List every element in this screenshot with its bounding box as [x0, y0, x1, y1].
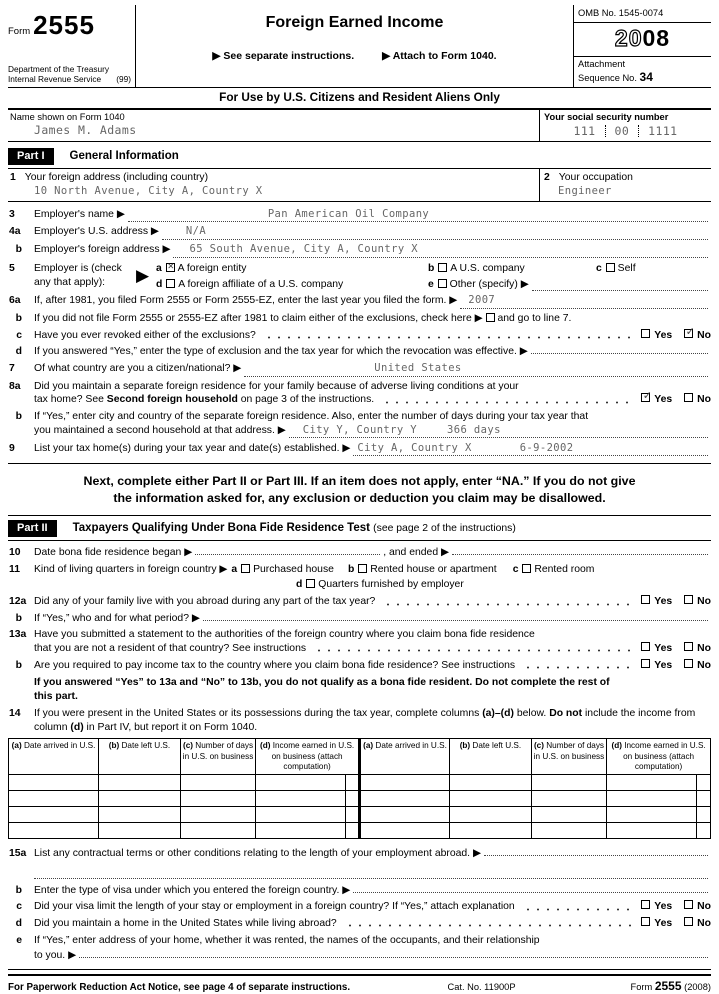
occupation-field[interactable]: 2 Your occupation Engineer: [539, 169, 711, 201]
line13-warning: If you answered “Yes” to 13a and “No” to 13b, you do not qualify as a bona fide resident. Do not complete the rest of this part.: [34, 677, 610, 702]
table-cell[interactable]: [99, 807, 181, 823]
tax-home-date: 6-9-2002: [519, 441, 574, 454]
dot-leader: [519, 663, 631, 672]
option-5a-label: A foreign entity: [177, 262, 247, 274]
line12a-yesno: Yes No: [641, 595, 711, 609]
line12b-label: If “Yes,” who and for what period? ▶: [34, 612, 200, 624]
part1-title: General Information: [69, 150, 179, 163]
line14-text: If you were present in the United States or its possessions during the tax year, complete columns (a)–(d) below. Do not include the income from column (d) in Part IV, but report it on Form 1040.: [34, 708, 696, 733]
line2-label: Your occupation: [558, 172, 633, 184]
line11-label: Kind of living quarters in foreign country ▶: [34, 563, 228, 575]
table-cell[interactable]: [256, 807, 346, 823]
line8a-text1: Did you maintain a separate foreign residence for your family because of adverse living conditions at your: [34, 380, 519, 392]
table-cell[interactable]: [9, 823, 99, 839]
table-cell[interactable]: [346, 791, 360, 807]
checkbox-6c-yes[interactable]: [641, 329, 650, 338]
checkbox-8a-yes[interactable]: ✓: [642, 389, 652, 403]
dot-leader: [341, 921, 632, 930]
table-cell[interactable]: [450, 807, 532, 823]
employers-name-field[interactable]: [128, 208, 708, 223]
line1-label: Your foreign address (including country): [24, 172, 209, 184]
line13a-text1: Have you submitted a statement to the authorities of the foreign country where you claim bona fide residence: [34, 629, 535, 641]
form-word: Form: [8, 26, 31, 37]
table-cell[interactable]: [450, 775, 532, 791]
checkbox-13a-no[interactable]: [684, 642, 693, 651]
checkbox-6b[interactable]: [486, 313, 495, 322]
form-header: [8, 5, 711, 88]
line7-label: Of what country are you a citizen/national? ▶: [34, 363, 242, 375]
line4b-label: Employer's foreign address ▶: [34, 244, 171, 256]
line8a-yesno: ✓ Yes No: [642, 389, 711, 406]
line15b-label: Enter the type of visa under which you entered the foreign country. ▶: [34, 884, 351, 896]
other-specify-field[interactable]: [532, 278, 708, 292]
table-cell[interactable]: [531, 791, 606, 807]
form-id-block: [8, 5, 136, 87]
omb-year-block: [573, 5, 711, 87]
line3-label: Employer's name ▶: [34, 208, 125, 220]
who-period-field[interactable]: [203, 620, 708, 621]
checkbox-5d-foreign-affiliate[interactable]: [166, 279, 175, 288]
part-choice-notice: Next, complete either Part II or Part III. If an item does not apply, enter “NA.” If you do not give the information asked for, any exclusion or deduction you claim may be disallowed.: [83, 474, 636, 505]
ssn-field[interactable]: [539, 110, 711, 141]
name-ssn-row: [8, 110, 711, 142]
checkbox-5a-foreign-entity[interactable]: ✕: [167, 262, 175, 273]
line10-label: Date bona fide residence began ▶: [34, 547, 193, 559]
table-row: [9, 775, 711, 791]
second-household-field[interactable]: [289, 424, 708, 439]
line8b-text1: If “Yes,” enter city and country of the separate foreign residence. Also, enter the number of days during your tax year that: [34, 411, 589, 423]
ssn-value: 111 00 1111: [573, 123, 678, 138]
checkbox-12a-yes[interactable]: [641, 595, 650, 604]
col-c-header: (c) Number of days in U.S. on business: [531, 739, 606, 775]
line1-2-row: [8, 169, 711, 202]
table-cell[interactable]: [697, 807, 711, 823]
dot-leader: [379, 600, 631, 609]
tax-year: [574, 23, 711, 57]
table-header-row: [9, 739, 711, 775]
option-11d-label: Quarters furnished by employer: [318, 579, 464, 591]
option-5c-label: Self: [617, 262, 636, 274]
table-cell[interactable]: [346, 823, 360, 839]
option-11b-label: Rented house or apartment: [370, 563, 497, 575]
table-cell[interactable]: [359, 791, 449, 807]
option-11c-label: Rented room: [534, 563, 595, 575]
divider: [8, 969, 711, 970]
table-cell[interactable]: [697, 823, 711, 839]
revocation-field[interactable]: [531, 353, 708, 354]
checkbox-5e-other[interactable]: [438, 279, 447, 288]
line15d-yesno: Yes No: [641, 917, 711, 931]
dept-treasury: Department of the Treasury: [8, 64, 109, 75]
checkbox-13b-no[interactable]: [684, 659, 693, 668]
table-row: [9, 807, 711, 823]
name-value: James M. Adams: [34, 122, 137, 137]
table-cell[interactable]: [607, 823, 697, 839]
option-5b-label: A U.S. company: [450, 262, 525, 274]
table-cell[interactable]: [697, 775, 711, 791]
last-year-filed-value: 2007: [468, 294, 496, 307]
table-cell[interactable]: [531, 807, 606, 823]
table-cell[interactable]: [607, 807, 697, 823]
employers-name-value: Pan American Oil Company: [267, 207, 430, 220]
line13a-text2: that you are not a resident of that country? See instructions: [34, 642, 307, 654]
table-cell[interactable]: [256, 775, 346, 791]
table-cell[interactable]: [346, 807, 360, 823]
checkbox-5c-self[interactable]: [606, 263, 615, 272]
dot-leader: [519, 905, 632, 914]
line4a-label: Employer's U.S. address ▶: [34, 226, 159, 238]
table-cell[interactable]: [99, 791, 181, 807]
us-presence-table: [8, 738, 711, 839]
line15c-yesno: Yes No: [641, 900, 711, 914]
employers-us-address-value: N/A: [185, 225, 207, 238]
table-cell[interactable]: [697, 791, 711, 807]
line13a-yesno: Yes No: [641, 642, 711, 656]
home-address-field[interactable]: [79, 957, 708, 958]
sequence-number: 34: [639, 70, 653, 85]
table-cell[interactable]: [180, 775, 255, 791]
line6d-label: If you answered “Yes,” enter the type of exclusion and the tax year for which the revocation was effective. ▶: [34, 346, 528, 358]
foreign-address-field[interactable]: 1 Your foreign address (including country) 10 North Avenue, City A, Country X: [8, 169, 539, 201]
part1-label: Part I: [8, 148, 54, 165]
line9-label: List your tax home(s) during your tax year and date(s) established. ▶: [34, 442, 351, 454]
dot-leader: [310, 646, 631, 655]
checkbox-15d-yes[interactable]: [641, 917, 650, 926]
citizenship-field[interactable]: [244, 362, 708, 377]
line5-label1: Employer is (check: [34, 262, 122, 274]
sequence-label: Sequence No.: [578, 73, 637, 84]
form-footer: [8, 974, 711, 994]
name-field[interactable]: [8, 110, 539, 141]
line15e-text1: If “Yes,” enter address of your home, whether it was rented, the names of the occupants, and their relationship: [34, 934, 540, 946]
residence-ended-field[interactable]: [452, 554, 708, 555]
line15e-text2: to you. ▶: [34, 950, 77, 962]
part1-lines: 3 Employer's name ▶ Pan American Oil Company 4a Employer's U.S. address ▶ N/A b Employer's foreign address ▶ 65 South Avenue, City A, Country X 5 Employer is (check any that apply): ▶ a ✕ A foreign entity b A U.S. company c Self d A foreign affiliate of a U.S. company e Other (specify) ▶ 6a If, after 1981, you filed Form 2555 or Form 2555-EZ, enter the last year you filed the form. ▶ 2007 b If you did not file Form 2555 or 2555-EZ after 1981 to claim either of the exclusions, check here ▶ and go to line 7. c Have you ever revoked either of the exclusions? Yes ✓ No d If you answered “Yes,” enter the type of exclusion and the tax year for which the revocation was effective. ▶ 7 Of what country are you a citizen/national? ▶ United States 8a Did you maintain a separate foreign residence for your family because of adverse living conditions at your tax home? See Second foreign household on page 3 of the instructions. ✓ Yes No b If “Yes,” enter city and country of the separate foreign residence. Also, enter the number of days during your tax year that you maintained a second household at that address. ▶ City Y, Country Y 366 days 9 List your tax home(s) during your tax year and date(s) established. ▶ City A, Country X 6-9-2002: [8, 202, 711, 456]
col-c-header: (c) Number of days in U.S. on business: [180, 739, 255, 775]
checkbox-15d-no[interactable]: [684, 917, 693, 926]
part2-header: [8, 516, 711, 541]
table-cell[interactable]: [9, 775, 99, 791]
employers-foreign-address-value: 65 South Avenue, City A, Country X: [189, 243, 419, 256]
table-cell[interactable]: [180, 807, 255, 823]
checkbox-13a-yes[interactable]: [641, 642, 650, 651]
checkbox-15c-no[interactable]: [684, 900, 693, 909]
checkbox-11d-employer-quarters[interactable]: [306, 579, 315, 588]
catalog-number: Cat. No. 11900P: [447, 981, 516, 992]
line13b-yesno: Yes No: [641, 659, 711, 673]
use-banner: For Use by U.S. Citizens and Resident Aliens Only: [8, 88, 711, 110]
table-row: [9, 791, 711, 807]
line12a-label: Did any of your family live with you abroad during any part of the tax year?: [34, 596, 376, 608]
checkbox-11b-rented-house[interactable]: [358, 564, 367, 573]
col-a-header: (a) Date arrived in U.S.: [9, 739, 99, 775]
year-outline: 20: [614, 25, 643, 52]
table-cell[interactable]: [9, 791, 99, 807]
line15c-label: Did your visa limit the length of your stay or employment in a foreign country? If “Yes,” attach explanation: [34, 901, 515, 913]
table-cell[interactable]: [531, 775, 606, 791]
ssn-separator: [638, 125, 639, 137]
second-household-city: City Y, Country Y: [302, 423, 418, 436]
checkbox-11a-purchased-house[interactable]: [241, 564, 250, 573]
col-b-header: (b) Date left U.S.: [450, 739, 532, 775]
attachment-word: Attachment: [578, 58, 626, 69]
contract-terms-field-2[interactable]: [34, 869, 708, 879]
table-cell[interactable]: [607, 791, 697, 807]
big-arrow-icon: ▶: [136, 266, 150, 286]
checkbox-12a-no[interactable]: [684, 595, 693, 604]
col-a-header: (a) Date arrived in U.S.: [359, 739, 449, 775]
part2-lines: 10 Date bona fide residence began ▶ , and ended ▶ 11 Kind of living quarters in foreign country ▶ a Purchased house b Rented house or apartment c Rented room d Quarters furnished by employer 12a Did any of your family live with you abroad during any part of the tax year? Yes No b If “Yes,” who and for what period? ▶ 13a Have you submitted a statement to the authorities of the foreign country where you claim bona fide residence that you are not a resident of that country? See instructions Yes No b Are you required to pay income tax to the country where you claim bona fide residence? See instructions Yes No If you answered “Yes” to 13a and “No” to 13b, you do not qualify as a bona fide resident. Do not complete the rest of this part. 14 If you were present in the United States or its possessions during the tax year, complete columns (a)–(d) below. Do not include the income from column (d) in Part IV, but report it on Form 1040.: [9, 547, 711, 733]
checkbox-8a-no[interactable]: [684, 393, 693, 402]
table-cell[interactable]: [607, 775, 697, 791]
col-d-header: (d) Income earned in U.S. on business (attach computation): [256, 739, 360, 775]
table-cell[interactable]: [99, 775, 181, 791]
table-cell[interactable]: [359, 807, 449, 823]
omb-number: OMB No. 1545-0074: [574, 5, 711, 23]
tax-homes-field[interactable]: [353, 442, 708, 457]
line6b-suffix: and go to line 7.: [497, 313, 572, 325]
option-11a-label: Purchased house: [253, 563, 334, 575]
form-footer-id: Form 2555 (2008): [630, 978, 711, 993]
table-cell[interactable]: [99, 823, 181, 839]
table-cell[interactable]: [359, 775, 449, 791]
table-cell[interactable]: [450, 791, 532, 807]
dept-99: (99): [116, 73, 131, 84]
line15a-label: List any contractual terms or other conditions relating to the length of your employment abroad. ▶: [34, 848, 481, 859]
contract-terms-field[interactable]: [484, 855, 708, 856]
ssn-label: Your social security number: [544, 111, 669, 122]
line6b-label: If you did not file Form 2555 or 2555-EZ after 1981 to claim either of the exclusions, check here ▶: [34, 313, 483, 325]
col-d-header: (d) Income earned in U.S. on business (attach computation): [607, 739, 711, 775]
line6c-yesno: Yes ✓ No: [641, 329, 711, 343]
checkbox-6c-no[interactable]: ✓: [685, 324, 695, 338]
attach-1040-note: ▶ Attach to Form 1040.: [382, 49, 497, 62]
visa-type-field[interactable]: [353, 892, 708, 893]
table-cell[interactable]: [256, 791, 346, 807]
line6c-label: Have you ever revoked either of the exclusions?: [34, 329, 256, 341]
occupation-value: Engineer: [558, 184, 612, 197]
table-cell[interactable]: [180, 791, 255, 807]
line8b-text2: you maintained a second household at that address. ▶: [34, 424, 286, 436]
dot-leader: [260, 333, 631, 342]
line15-block: 15a List any contractual terms or other conditions relating to the length of your employment abroad. ▶ b Enter the type of visa under which you entered the foreign country. ▶ c Did your visa limit the length of your stay or employment in a foreign country? If “Yes,” attach explanation Yes No d Did you maintain a home in the United States while living abroad? Yes No e If “Yes,” enter address of your home, whether it was rented, the names of the occupants, and their relationship to you. ▶: [9, 848, 711, 962]
line6a-label: If, after 1981, you filed Form 2555 or Form 2555-EZ, enter the last year you filed the form. ▶: [34, 295, 458, 307]
line5: 5 Employer is (check any that apply): ▶ a ✕ A foreign entity b A U.S. company c Self d A foreign affiliate of a U.S. company e Other (specify) ▶: [8, 261, 711, 291]
table-cell[interactable]: [346, 775, 360, 791]
part2-label: Part II: [8, 520, 57, 537]
part2-note: (see page 2 of the instructions): [373, 522, 516, 534]
checkbox-13b-yes[interactable]: [641, 659, 650, 668]
checkbox-5b-us-company[interactable]: [438, 263, 447, 272]
part2-title: Taxpayers Qualifying Under Bona Fide Residence Test (see page 2 of the instructions): [72, 521, 516, 534]
line10-mid: , and ended ▶: [383, 547, 449, 559]
second-household-days: 366 days: [447, 423, 501, 436]
table-row: [9, 823, 711, 839]
paperwork-notice: For Paperwork Reduction Act Notice, see page 4 of separate instructions.: [8, 981, 351, 993]
name-label: Name shown on Form 1040: [10, 111, 125, 122]
table-cell[interactable]: [450, 823, 532, 839]
year-bold: 08: [642, 25, 671, 52]
employers-foreign-address-field[interactable]: [173, 243, 708, 258]
form-number: 2555: [33, 10, 95, 40]
second-foreign-household-ref: Second foreign household: [106, 394, 238, 406]
residence-began-field[interactable]: [195, 554, 380, 555]
line5-label2: any that apply):: [34, 276, 106, 288]
table-cell[interactable]: [256, 823, 346, 839]
line13b-label: Are you required to pay income tax to the country where you claim bona fide residence? See instructions: [34, 659, 516, 671]
form-title: Foreign Earned Income: [265, 14, 444, 31]
part1-header: [8, 144, 711, 169]
last-year-filed-field[interactable]: [460, 294, 708, 309]
foreign-address-value: 10 North Avenue, City A, Country X: [34, 184, 263, 197]
table-cell[interactable]: [9, 807, 99, 823]
table-cell[interactable]: [359, 823, 449, 839]
table-cell[interactable]: [180, 823, 255, 839]
checkbox-15c-yes[interactable]: [641, 900, 650, 909]
line15d-label: Did you maintain a home in the United States while living abroad?: [34, 917, 337, 929]
col-b-header: (b) Date left U.S.: [99, 739, 181, 775]
see-instructions-note: ▶ See separate instructions.: [212, 49, 355, 62]
form-title-block: [136, 5, 573, 87]
option-5e-label: Other (specify) ▶: [449, 278, 529, 290]
option-5d-label: A foreign affiliate of a U.S. company: [178, 278, 344, 290]
employers-us-address-field[interactable]: [162, 225, 708, 240]
dot-leader: [378, 398, 631, 407]
citizenship-value: United States: [374, 362, 462, 375]
checkbox-11c-rented-room[interactable]: [522, 564, 531, 573]
ssn-separator: [605, 125, 606, 137]
tax-home-value: City A, Country X: [357, 441, 472, 454]
table-cell[interactable]: [531, 823, 606, 839]
dept-irs: Internal Revenue Service: [8, 73, 102, 84]
